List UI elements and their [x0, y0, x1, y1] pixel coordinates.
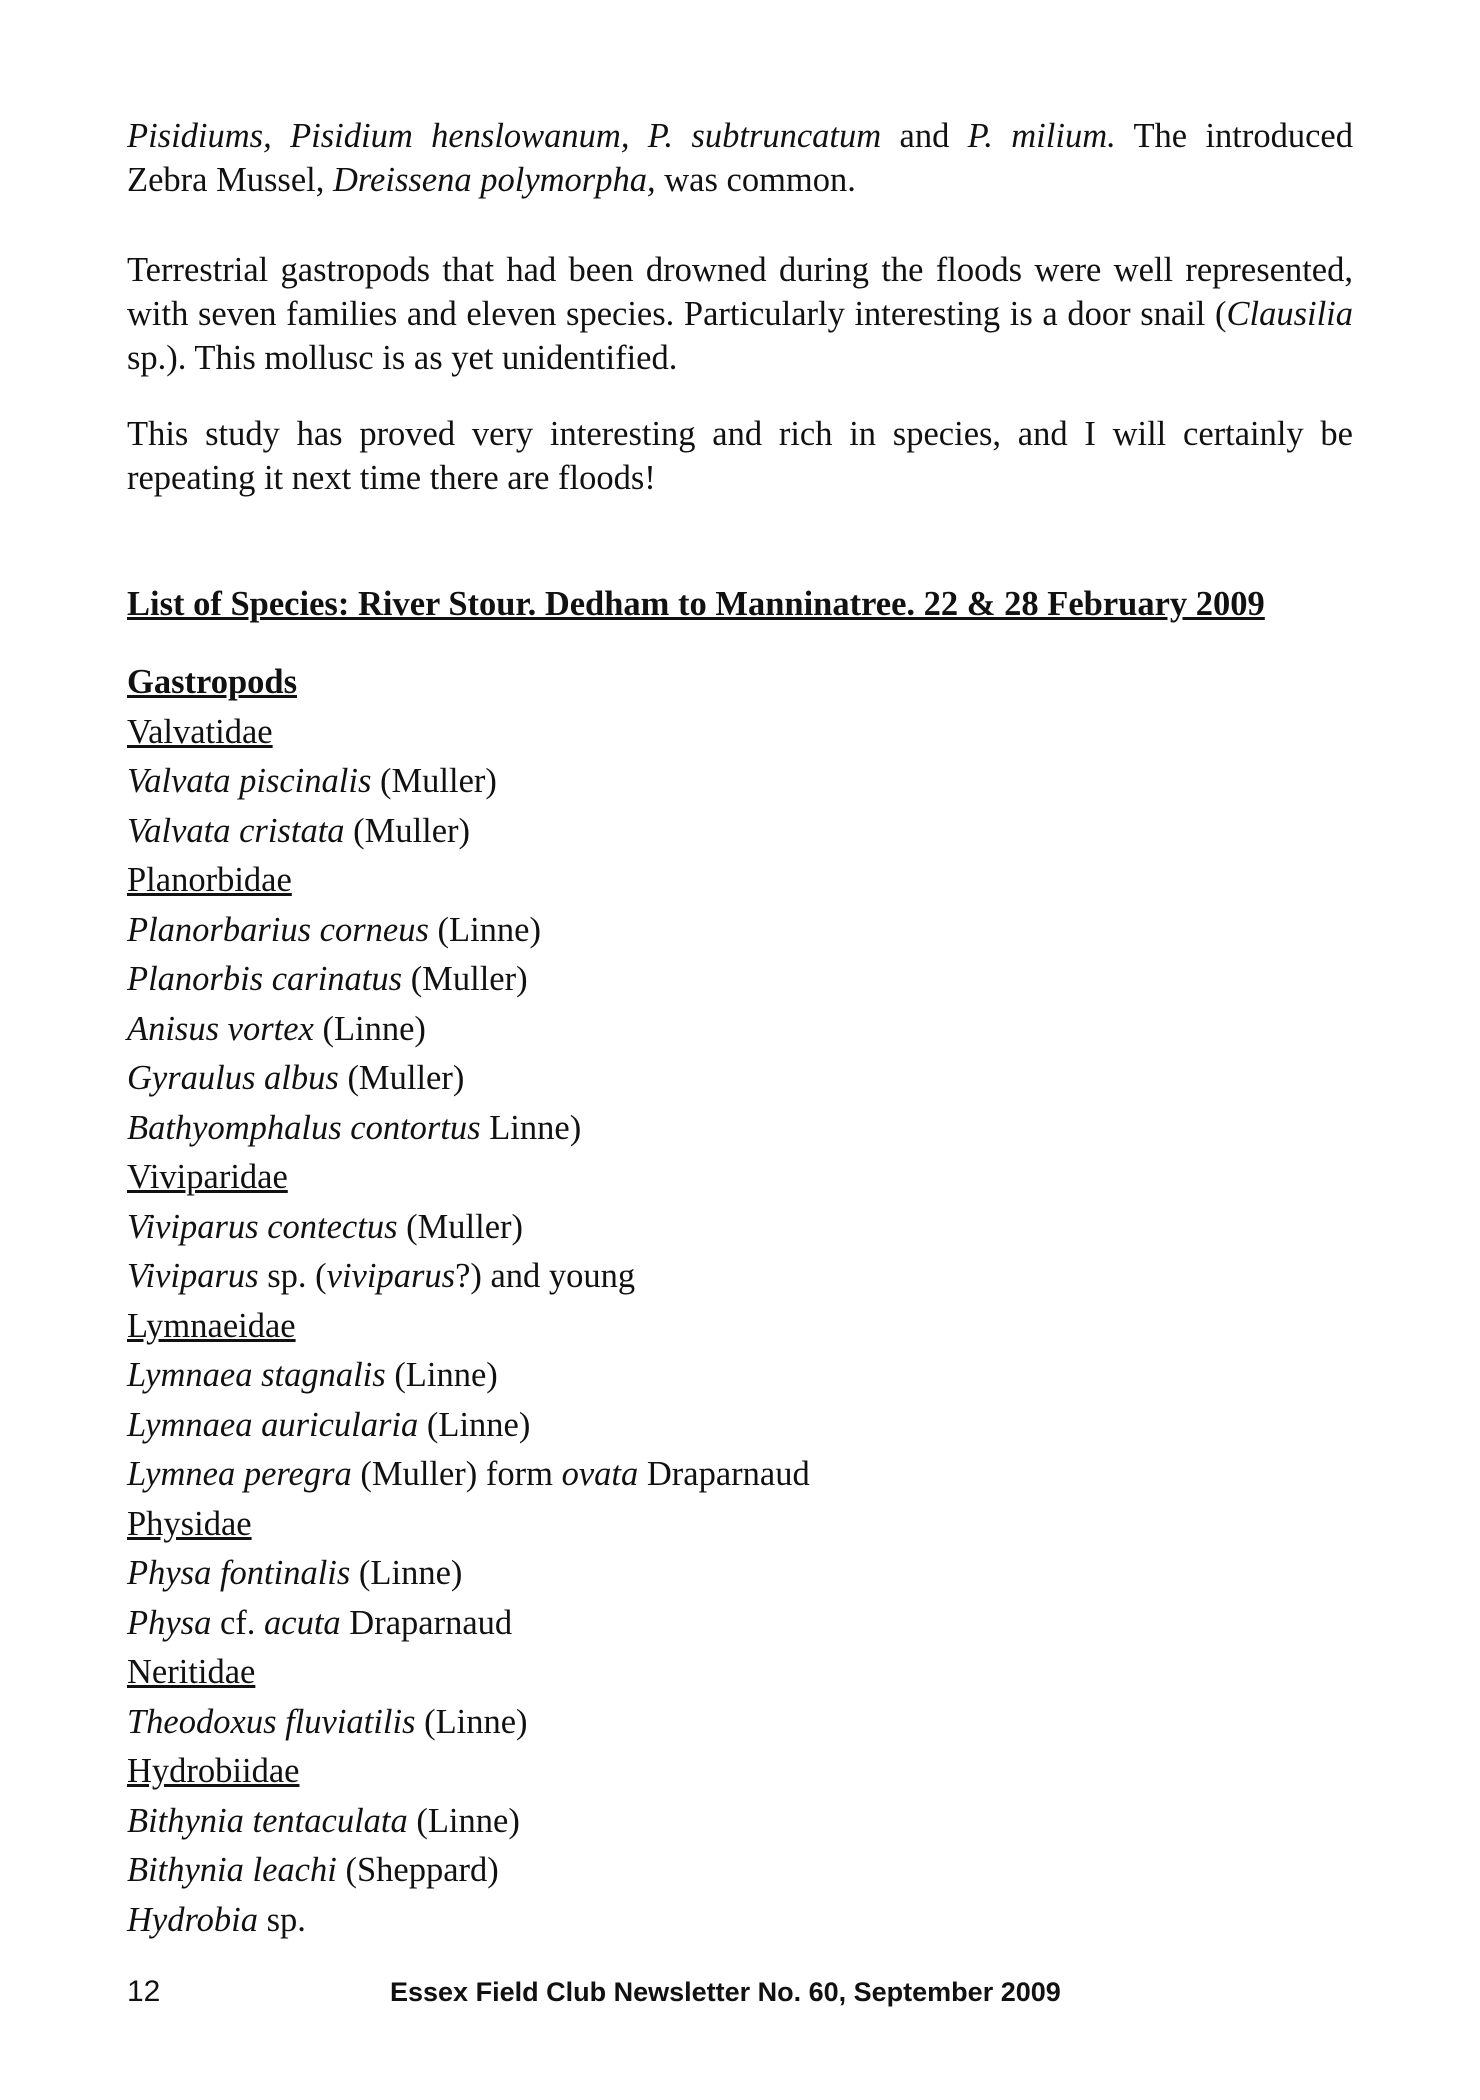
paragraph-pisidiums [127, 114, 1353, 202]
species-entry [127, 1896, 810, 1946]
species-entry [127, 1252, 810, 1302]
species-entry [127, 1351, 810, 1401]
species-names: Pisidiums, Pisidium henslowanum, P. subtruncatum [127, 117, 882, 155]
species-authority: (Muller) [338, 1059, 465, 1097]
paragraph-conclusion: This study has proved very interesting and rich in species, and I will certainly be repeating it next time there are floods! [127, 415, 1353, 497]
species-entry [127, 1599, 810, 1649]
species-name: Gyraulus albus [127, 1059, 339, 1097]
species-authority: (Linne) [415, 1702, 528, 1741]
species-authority: (Muller) [402, 960, 528, 998]
species-name: Valvata piscinalis [127, 762, 372, 800]
species-name: Bathyomphalus contortus [127, 1108, 481, 1147]
paragraph-terrestrial-gastropods [127, 248, 1353, 380]
species-qualifier: cf. [211, 1603, 265, 1642]
species-entry [127, 1549, 810, 1599]
species-entry [127, 1203, 810, 1253]
species-authority: (Linne) [407, 1801, 520, 1840]
species-authority: (Linne) [385, 1356, 498, 1394]
species-entry [127, 906, 810, 956]
page-number: 12 [127, 1975, 161, 2008]
species-name: Theodoxus fluviatilis [127, 1702, 416, 1741]
species-name: Lymnea peregra [127, 1455, 352, 1493]
species-list [127, 658, 810, 1945]
species-name: Bithynia leachi [127, 1851, 337, 1889]
species-name: P. milium. [967, 117, 1116, 155]
species-entry [127, 1698, 810, 1748]
species-entry [127, 1797, 810, 1847]
species-name: Clausilia [1226, 295, 1353, 333]
family-heading: Viviparidae [127, 1158, 288, 1196]
species-name: viviparus [326, 1257, 456, 1295]
page-footer [127, 1972, 1353, 2012]
species-name: Planorbis carinatus [127, 960, 403, 998]
species-entry [127, 1846, 810, 1896]
species-authority: sp. [257, 1900, 306, 1939]
species-authority: Linne) [480, 1108, 582, 1147]
species-authority: (Sheppard) [336, 1851, 499, 1889]
species-authority: (Linne) [428, 910, 541, 949]
species-entry [127, 807, 810, 857]
species-authority: (Muller) [344, 811, 471, 850]
species-name: Lymnaea auricularia [127, 1405, 419, 1444]
species-name: Valvata cristata [127, 811, 345, 850]
species-name: Physa fontinalis [127, 1554, 351, 1592]
species-name: Physa [127, 1603, 212, 1642]
species-authority: Draparnaud [638, 1455, 810, 1493]
species-authority: (Linne) [350, 1554, 463, 1592]
family-heading: Valvatidae [127, 712, 273, 751]
species-name: Bithynia tentaculata [127, 1801, 408, 1840]
family-heading: Physidae [127, 1504, 252, 1543]
species-entry [127, 1005, 810, 1055]
species-entry [127, 757, 810, 807]
species-name: Dreissena polymorpha, [333, 161, 656, 199]
species-authority: Draparnaud [340, 1603, 513, 1642]
species-entry [127, 1054, 810, 1104]
text-span: sp.). This mollusc is as yet unidentified. [127, 339, 678, 377]
species-list-title: List of Species: River Stour. Dedham to Manninatree. 22 & 28 February 2009 [127, 585, 1265, 623]
species-authority: (Linne) [313, 1009, 426, 1048]
family-heading: Lymnaeidae [127, 1306, 296, 1345]
species-authority: (Muller) [371, 762, 497, 800]
species-name: ovata [561, 1455, 639, 1493]
newsletter-citation: Essex Field Club Newsletter No. 60, September 2009 [390, 1977, 1061, 2007]
species-name: Viviparus contectus [127, 1207, 398, 1246]
text-span: The introduced Zebra Mussel, [127, 117, 1353, 199]
species-entry [127, 1104, 810, 1154]
species-name: Viviparus [127, 1257, 259, 1295]
species-name: acuta [264, 1603, 341, 1642]
species-name: Anisus vortex [127, 1009, 314, 1048]
species-authority: (Linne) [418, 1405, 531, 1444]
family-heading: Hydrobiidae [127, 1752, 300, 1790]
species-qualifier: (Muller) form [351, 1455, 562, 1493]
species-entry [127, 1401, 810, 1451]
text-span: was common. [655, 161, 856, 199]
species-qualifier: sp. ( [258, 1257, 327, 1295]
text-span: and [881, 117, 968, 155]
species-name: Planorbarius corneus [127, 910, 429, 949]
species-entry [127, 955, 810, 1005]
text-span: Terrestrial gastropods that had been drowned during the floods were well represented, with seven families and eleven species. Particularly interesting is a door snail ( [127, 251, 1353, 333]
family-heading: Neritidae [127, 1653, 256, 1691]
species-name: Lymnaea stagnalis [127, 1356, 386, 1394]
family-heading: Planorbidae [127, 861, 292, 899]
species-name: Hydrobia [127, 1900, 258, 1939]
species-authority: (Muller) [397, 1207, 524, 1246]
species-authority: ?) and young [455, 1257, 636, 1295]
species-entry [127, 1450, 810, 1500]
group-heading: Gastropods [127, 663, 297, 701]
